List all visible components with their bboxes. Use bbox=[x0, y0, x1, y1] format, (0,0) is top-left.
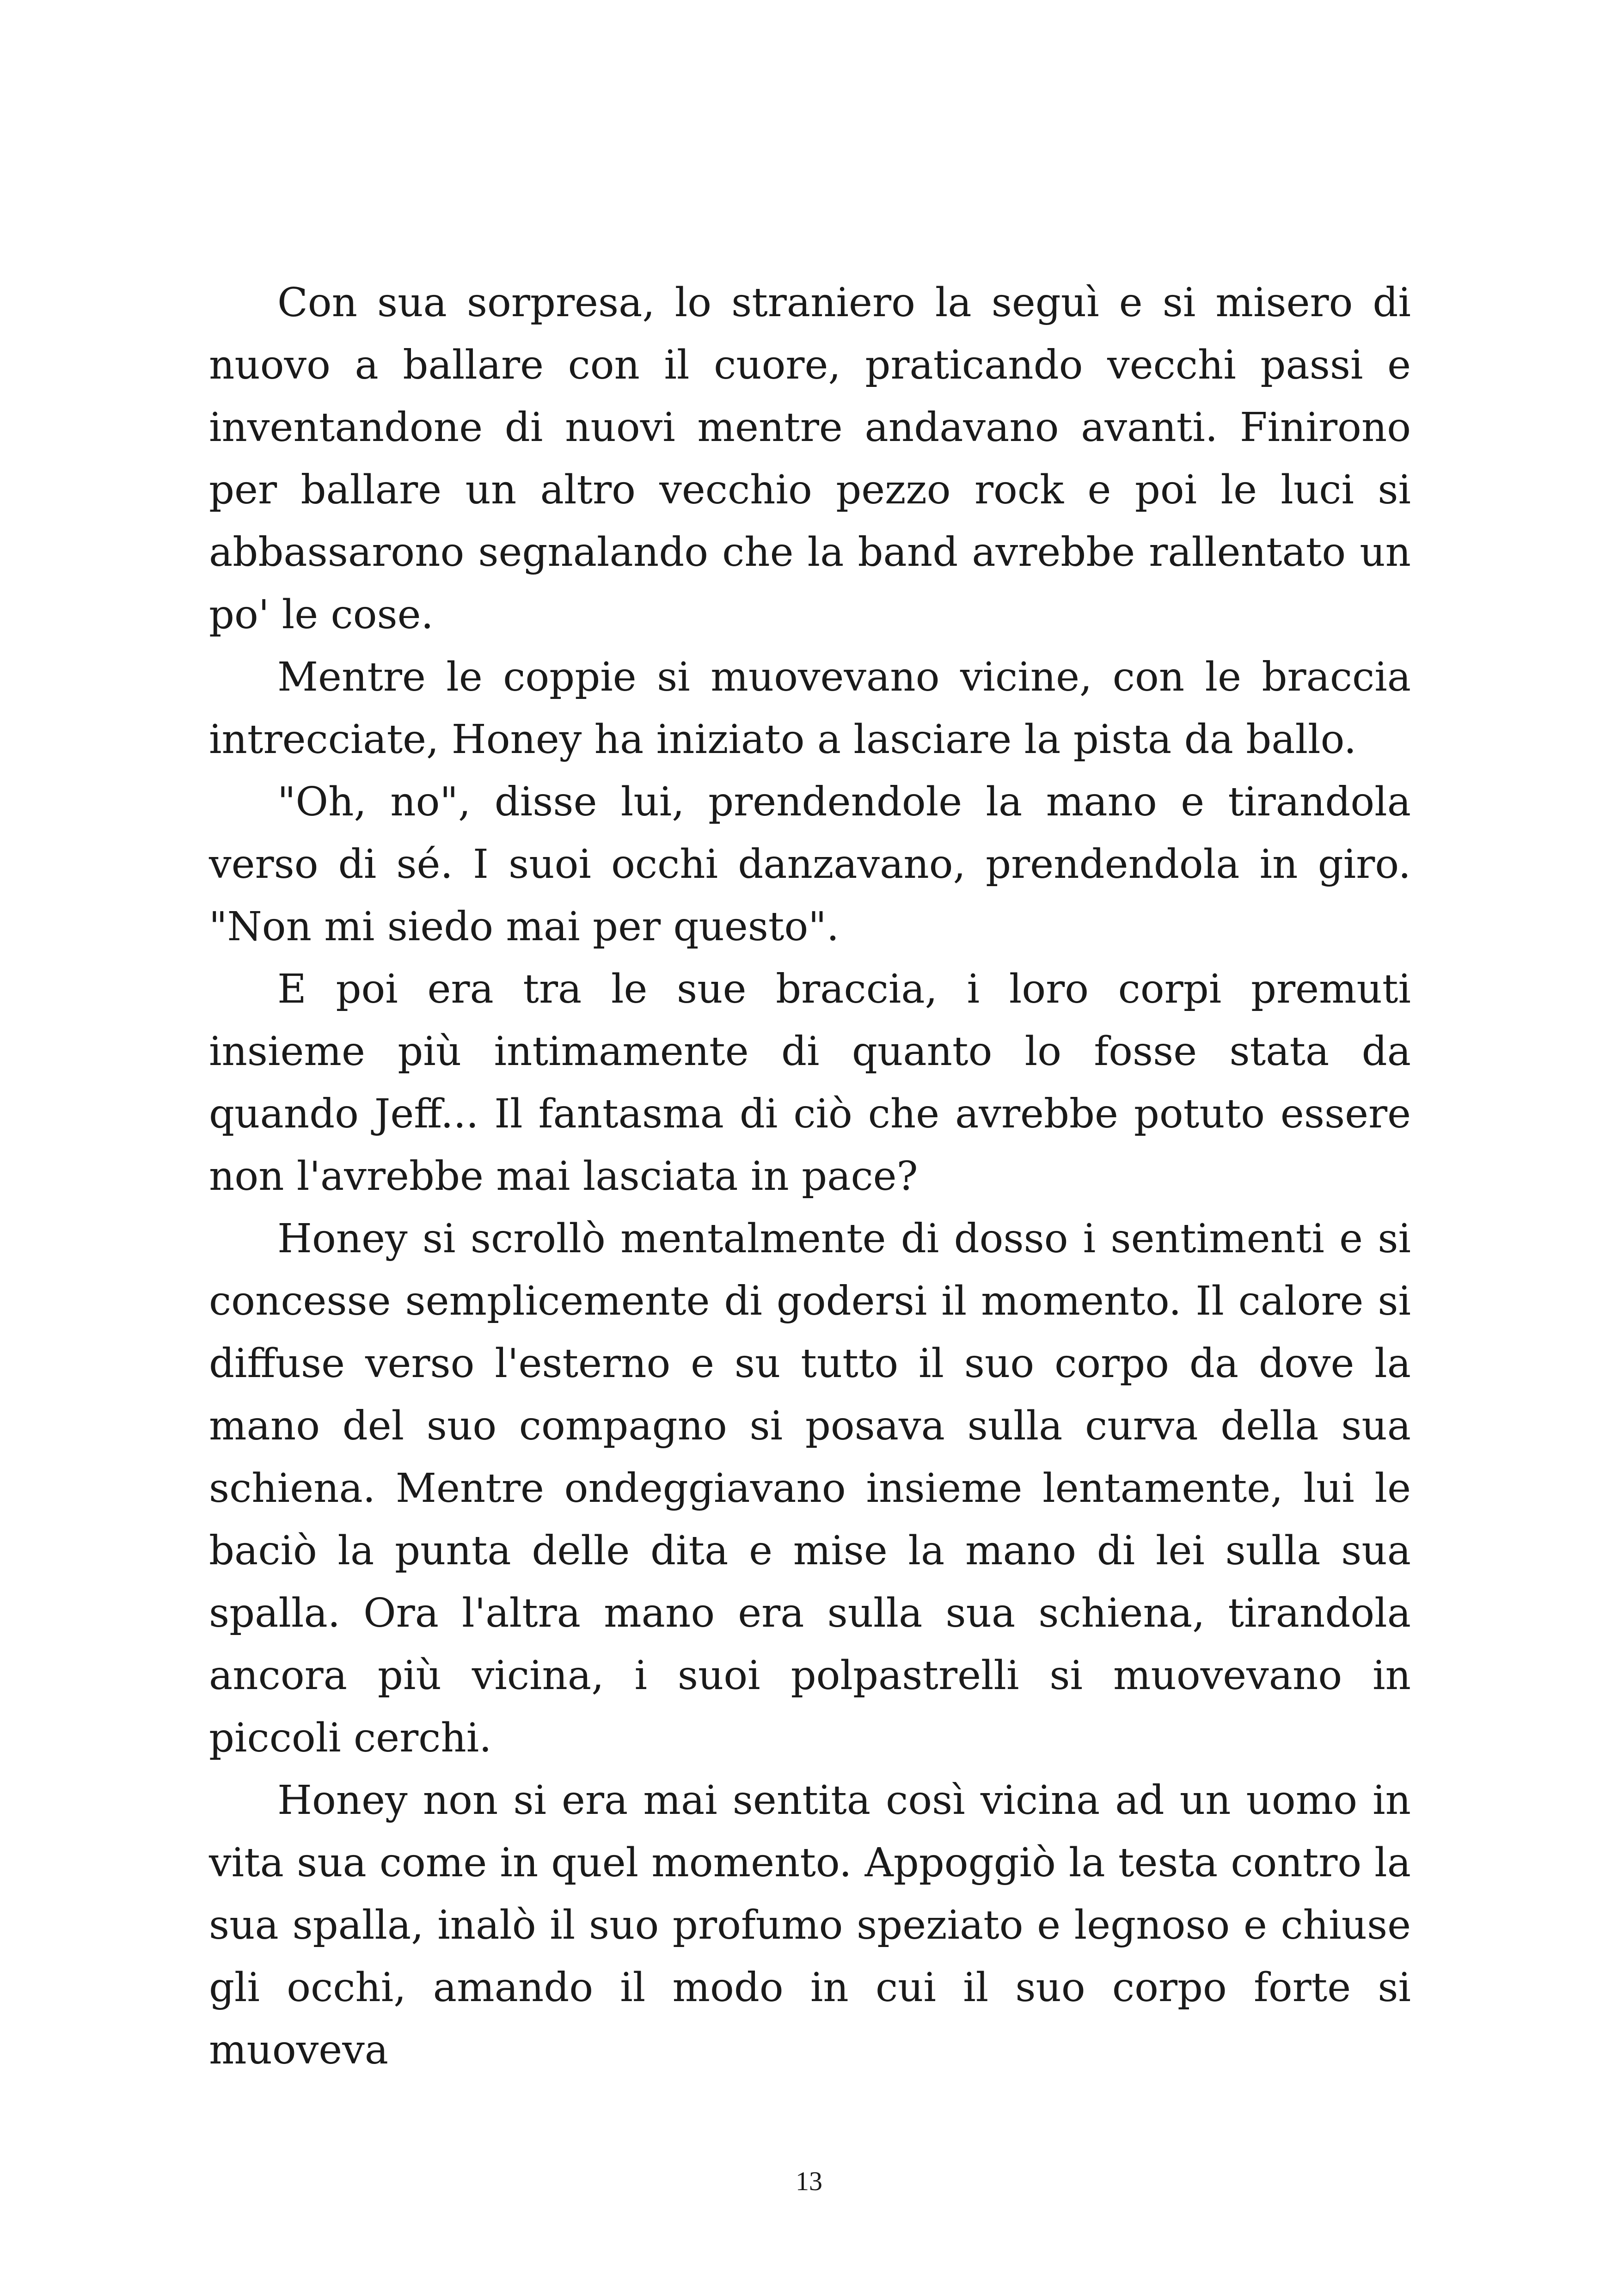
paragraph: Honey non si era mai sentita così vicina ad un uomo in vita sua come in quel momento. Appoggiò la testa contro la sua spalla, inalò il suo profumo speziato e legnoso e chiuse gli occhi, amando il modo in cui il suo corpo forte si muoveva bbox=[209, 1777, 1411, 2073]
paragraph: E poi era tra le sue braccia, i loro corpi premuti insieme più intimamente di quanto lo fosse stata da quando Jeff... Il fantasma di ciò che avrebbe potuto essere non l'avrebbe mai lasciata in pace? bbox=[209, 966, 1411, 1200]
body-text bbox=[209, 272, 1411, 2082]
paragraph: "Oh, no", disse lui, prendendole la mano e tirandola verso di sé. I suoi occhi danzavano, prendendola in giro. "Non mi siedo mai per questo". bbox=[209, 779, 1411, 950]
paragraph: Con sua sorpresa, lo straniero la seguì e si misero di nuovo a ballare con il cuore, praticando vecchi passi e inventandone di nuovi mentre andavano avanti. Finirono per ballare un altro vecchio pezzo rock e poi le luci si abbassarono segnalando che la band avrebbe rallentato un po' le cose. bbox=[209, 280, 1411, 638]
page-number: 13 bbox=[796, 2166, 822, 2196]
paragraph: Honey si scrollò mentalmente di dosso i sentimenti e si concesse semplicemente di godersi il momento. Il calore si diffuse verso l'esterno e su tutto il suo corpo da dove la mano del suo compagno si posava sulla curva della sua schiena. Mentre ondeggiavano insieme lentamente, lui le baciò la punta delle dita e mise la mano di lei sulla sua spalla. Ora l'altra mano era sulla sua schiena, tirandola ancora più vicina, i suoi polpastrelli si muovevano in piccoli cerchi. bbox=[209, 1216, 1411, 1761]
paragraph: Mentre le coppie si muovevano vicine, con le braccia intrecciate, Honey ha iniziato a lasciare la pista da ballo. bbox=[209, 654, 1411, 763]
